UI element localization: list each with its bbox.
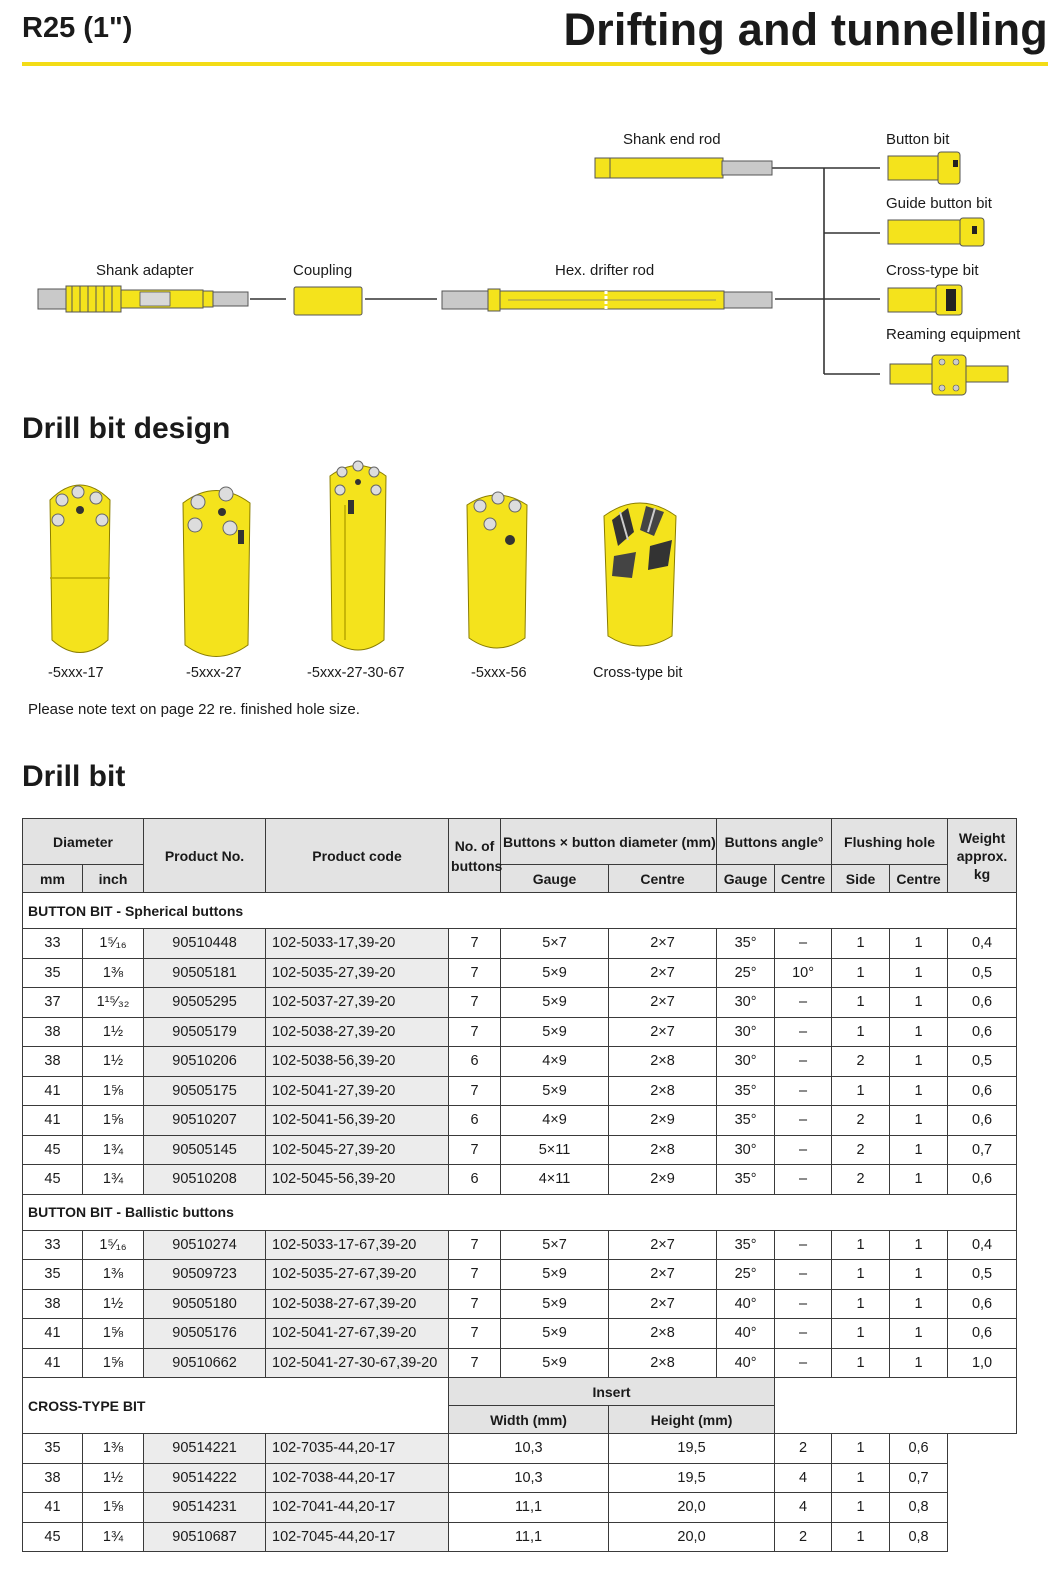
table-cell: 1	[832, 1463, 890, 1493]
table-cell: –	[775, 1106, 832, 1136]
section-ballistic-buttons: BUTTON BIT - Ballistic buttons	[23, 1194, 1017, 1230]
table-cell: 1⅝	[83, 1493, 144, 1523]
table-cell: 1	[890, 958, 948, 988]
table-cell: 2×9	[609, 1106, 717, 1136]
table-cell: 90505145	[144, 1135, 266, 1165]
table-cell: 102-7035-44,20-17	[266, 1434, 449, 1464]
table-cell: 0,4	[948, 1230, 1017, 1260]
table-cell: 2×7	[609, 1017, 717, 1047]
table-cell: 1¾	[83, 1522, 144, 1552]
table-cell: 1	[832, 1434, 890, 1464]
table-cell: 35°	[717, 1106, 775, 1136]
table-cell: 90505176	[144, 1319, 266, 1349]
label-hex-drifter-rod: Hex. drifter rod	[555, 262, 655, 279]
table-cell: 4×9	[501, 1047, 609, 1077]
table-cell: 0,6	[948, 1289, 1017, 1319]
table-cell: 0,5	[948, 1047, 1017, 1077]
table-cell: 20,0	[609, 1522, 775, 1552]
table-cell: –	[775, 1348, 832, 1378]
header-product-code: Product code	[266, 819, 449, 893]
table-cell: 90514222	[144, 1463, 266, 1493]
table-cell: 5×9	[501, 1319, 609, 1349]
table-cell: 35	[23, 1260, 83, 1290]
table-cell: 0,5	[948, 1260, 1017, 1290]
table-cell: 90514221	[144, 1434, 266, 1464]
table-cell: 0,7	[890, 1463, 948, 1493]
table-cell: 1	[832, 929, 890, 959]
table-cell: 90510448	[144, 929, 266, 959]
table-cell: 10,3	[449, 1463, 609, 1493]
header-mm: mm	[23, 865, 83, 893]
table-cell: 5×9	[501, 1017, 609, 1047]
table-cell: 90510274	[144, 1230, 266, 1260]
table-cell: 90510208	[144, 1165, 266, 1195]
table-row	[23, 1230, 1017, 1260]
table-cell: 102-5038-27,39-20	[266, 1017, 449, 1047]
table-cell: 1	[890, 1106, 948, 1136]
thread-size-title: R25 (1")	[22, 12, 133, 44]
cross-header-blank	[775, 1378, 1017, 1434]
header-weight-line2: approx.	[956, 847, 1008, 864]
table-cell: 2×7	[609, 1260, 717, 1290]
table-row	[23, 1135, 1017, 1165]
table-row	[23, 1289, 1017, 1319]
header-product-no: Product No.	[144, 819, 266, 893]
table-cell: 4×11	[501, 1165, 609, 1195]
label-guide-button-bit: Guide button bit	[886, 195, 992, 212]
table-cell: 90510207	[144, 1106, 266, 1136]
table-cell: 35°	[717, 1165, 775, 1195]
label-coupling: Coupling	[293, 262, 353, 279]
table-cell: 6	[449, 1165, 501, 1195]
table-cell: 1	[832, 1348, 890, 1378]
table-row	[23, 988, 1017, 1018]
table-cell: 2×7	[609, 958, 717, 988]
table-cell: 35	[23, 1434, 83, 1464]
table-cell: 1	[890, 988, 948, 1018]
table-cell: 5×9	[501, 958, 609, 988]
table-row	[23, 1348, 1017, 1378]
table-cell: 7	[449, 929, 501, 959]
table-cell: 10°	[775, 958, 832, 988]
table-cell: 7	[449, 1348, 501, 1378]
table-cell: 6	[449, 1047, 501, 1077]
table-cell: 90505179	[144, 1017, 266, 1047]
table-cell: 41	[23, 1319, 83, 1349]
bit-5xxx-27-image	[183, 487, 250, 657]
table-cell: 102-5035-27-67,39-20	[266, 1260, 449, 1290]
caption-5xxx-17: -5xxx-17	[48, 665, 104, 681]
header-centre-buttons: Centre	[609, 865, 717, 893]
table-cell: 45	[23, 1165, 83, 1195]
table-cell: 1	[890, 1289, 948, 1319]
table-cell: 41	[23, 1076, 83, 1106]
table-cell: 35	[23, 958, 83, 988]
table-row	[23, 1017, 1017, 1047]
table-cell: 5×11	[501, 1135, 609, 1165]
table-cell: 1	[890, 1165, 948, 1195]
table-cell: 1	[890, 1319, 948, 1349]
drill-bit-design-title: Drill bit design	[22, 412, 231, 445]
table-cell: 1	[832, 1230, 890, 1260]
label-reaming-equipment: Reaming equipment	[886, 326, 1021, 343]
label-cross-type-bit: Cross-type bit	[886, 262, 979, 279]
table-cell: 102-5041-27,39-20	[266, 1076, 449, 1106]
table-cell: 2×7	[609, 1289, 717, 1319]
header-weight	[948, 819, 1017, 893]
header-insert-width: Width (mm)	[449, 1406, 609, 1434]
table-cell: 0,6	[948, 988, 1017, 1018]
table-cell: 38	[23, 1289, 83, 1319]
header-gauge-angle: Gauge	[717, 865, 775, 893]
table-cell: 1,0	[948, 1348, 1017, 1378]
table-cell: 25°	[717, 958, 775, 988]
table-cell: 1	[890, 1135, 948, 1165]
table-cell: 30°	[717, 1047, 775, 1077]
table-cell: 0,4	[948, 929, 1017, 959]
table-cell: 1	[832, 1319, 890, 1349]
table-cell: 6	[449, 1106, 501, 1136]
table-cell: –	[775, 1230, 832, 1260]
table-cell: 40°	[717, 1348, 775, 1378]
table-row	[23, 1463, 1017, 1493]
table-cell: 1½	[83, 1017, 144, 1047]
table-cell: 45	[23, 1522, 83, 1552]
table-cell: –	[775, 1165, 832, 1195]
table-row	[23, 1106, 1017, 1136]
table-cell: 90505180	[144, 1289, 266, 1319]
table-cell: 7	[449, 1017, 501, 1047]
table-row	[23, 1260, 1017, 1290]
bit-5xxx-17-image	[50, 485, 110, 653]
section-spherical-buttons: BUTTON BIT - Spherical buttons	[23, 893, 1017, 929]
header-centre-flushing: Centre	[890, 865, 948, 893]
table-row	[23, 1493, 1017, 1523]
section-cross-type-bit: CROSS-TYPE BIT	[23, 1378, 449, 1434]
table-cell: 1⅜	[83, 958, 144, 988]
caption-5xxx-56: -5xxx-56	[471, 665, 527, 681]
table-cell: –	[775, 1260, 832, 1290]
table-cell: 35°	[717, 1230, 775, 1260]
table-cell: 1⁵⁄₁₆	[83, 929, 144, 959]
table-cell: 2×8	[609, 1047, 717, 1077]
table-cell: 7	[449, 1289, 501, 1319]
table-cell: 90510687	[144, 1522, 266, 1552]
bit-5xxx-27-30-67-image	[330, 461, 386, 650]
table-cell: –	[775, 988, 832, 1018]
table-cell: 102-5038-27-67,39-20	[266, 1289, 449, 1319]
table-cell: 0,6	[948, 1319, 1017, 1349]
table-cell: 0,8	[890, 1522, 948, 1552]
table-cell: 102-5033-17-67,39-20	[266, 1230, 449, 1260]
table-cell: 1⅜	[83, 1260, 144, 1290]
table-cell: 1	[890, 1076, 948, 1106]
table-cell: 90509723	[144, 1260, 266, 1290]
table-cell: 2×8	[609, 1076, 717, 1106]
table-cell: 102-5038-56,39-20	[266, 1047, 449, 1077]
table-cell: 5×7	[501, 1230, 609, 1260]
table-cell: 90510662	[144, 1348, 266, 1378]
bit-5xxx-56-image	[467, 492, 527, 648]
table-cell: 19,5	[609, 1434, 775, 1464]
table-cell: –	[775, 1289, 832, 1319]
cross-type-bit-design-image	[604, 503, 676, 646]
table-cell: 33	[23, 929, 83, 959]
table-cell: 0,6	[948, 1165, 1017, 1195]
table-cell: 1⁵⁄₁₆	[83, 1230, 144, 1260]
table-cell: 1⅝	[83, 1106, 144, 1136]
header-weight-line1: Weight	[958, 829, 1006, 846]
table-cell: 5×9	[501, 1076, 609, 1106]
table-cell: 4	[775, 1493, 832, 1523]
table-cell: 2×7	[609, 929, 717, 959]
table-cell: 7	[449, 1230, 501, 1260]
table-cell: 4	[775, 1463, 832, 1493]
table-cell: 37	[23, 988, 83, 1018]
drill-bit-title: Drill bit	[22, 760, 126, 793]
table-cell: 1½	[83, 1289, 144, 1319]
table-cell: 90505181	[144, 958, 266, 988]
table-cell: 0,6	[948, 1106, 1017, 1136]
table-cell: 7	[449, 1319, 501, 1349]
table-cell: 7	[449, 1076, 501, 1106]
table-cell: 102-5045-56,39-20	[266, 1165, 449, 1195]
table-cell: 7	[449, 1135, 501, 1165]
table-cell: 1	[890, 1260, 948, 1290]
table-cell: –	[775, 1017, 832, 1047]
table-cell: 2	[775, 1522, 832, 1552]
page-title: Drifting and tunnelling	[563, 4, 1048, 55]
header-buttons-angle: Buttons angle°	[717, 819, 832, 865]
table-cell: 25°	[717, 1260, 775, 1290]
table-cell: 2	[832, 1047, 890, 1077]
table-cell: 1	[890, 1348, 948, 1378]
table-cell: 38	[23, 1017, 83, 1047]
table-cell: 40°	[717, 1289, 775, 1319]
table-cell: 1	[890, 1047, 948, 1077]
table-cell: 2×8	[609, 1135, 717, 1165]
drill-bit-table	[22, 818, 1017, 1552]
table-cell: 38	[23, 1463, 83, 1493]
table-row	[23, 958, 1017, 988]
table-cell: 5×9	[501, 1348, 609, 1378]
table-row	[23, 1165, 1017, 1195]
table-row	[23, 929, 1017, 959]
table-cell: 1½	[83, 1047, 144, 1077]
table-cell: 4×9	[501, 1106, 609, 1136]
table-cell: 40°	[717, 1319, 775, 1349]
table-cell: 2	[832, 1165, 890, 1195]
table-cell: 102-5041-27-67,39-20	[266, 1319, 449, 1349]
table-row	[23, 1319, 1017, 1349]
header-insert: Insert	[449, 1378, 775, 1406]
table-cell: 2	[832, 1135, 890, 1165]
header-flushing-hole: Flushing hole	[832, 819, 948, 865]
header-insert-height: Height (mm)	[609, 1406, 775, 1434]
table-cell: 1	[832, 988, 890, 1018]
table-cell: –	[775, 1319, 832, 1349]
table-cell: 2	[832, 1106, 890, 1136]
header-side: Side	[832, 865, 890, 893]
table-cell: 2×8	[609, 1348, 717, 1378]
table-cell: 1⅝	[83, 1076, 144, 1106]
table-cell: 35°	[717, 929, 775, 959]
table-row	[23, 1076, 1017, 1106]
table-cell: 1	[832, 1076, 890, 1106]
table-cell: 5×9	[501, 1260, 609, 1290]
table-cell: 102-5037-27,39-20	[266, 988, 449, 1018]
table-cell: 30°	[717, 1135, 775, 1165]
table-cell: 102-7045-44,20-17	[266, 1522, 449, 1552]
table-cell: –	[775, 1047, 832, 1077]
table-cell: 41	[23, 1106, 83, 1136]
table-cell: 1¹⁵⁄₃₂	[83, 988, 144, 1018]
table-cell: 102-5035-27,39-20	[266, 958, 449, 988]
table-cell: 1¾	[83, 1135, 144, 1165]
table-cell: –	[775, 929, 832, 959]
table-cell: 35°	[717, 1076, 775, 1106]
header-no-of-buttons-line2: buttons	[451, 857, 503, 874]
table-cell: 33	[23, 1230, 83, 1260]
table-cell: –	[775, 1076, 832, 1106]
table-cell: 0,7	[948, 1135, 1017, 1165]
table-cell: 90514231	[144, 1493, 266, 1523]
label-shank-adapter: Shank adapter	[96, 262, 194, 279]
table-cell: 41	[23, 1348, 83, 1378]
hole-size-note: Please note text on page 22 re. finished hole size.	[28, 701, 360, 718]
table-cell: 90505295	[144, 988, 266, 1018]
table-cell: 90510206	[144, 1047, 266, 1077]
caption-5xxx-27-30-67: -5xxx-27-30-67	[307, 665, 405, 681]
table-cell: 5×9	[501, 988, 609, 1018]
caption-cross-type-bit: Cross-type bit	[593, 665, 683, 681]
table-cell: 10,3	[449, 1434, 609, 1464]
table-cell: 1	[890, 1230, 948, 1260]
table-cell: 2×9	[609, 1165, 717, 1195]
header-diameter: Diameter	[23, 819, 144, 865]
table-cell: 1	[832, 1493, 890, 1523]
table-cell: 0,5	[948, 958, 1017, 988]
table-cell: 41	[23, 1493, 83, 1523]
table-cell: 7	[449, 958, 501, 988]
table-cell: 1	[832, 958, 890, 988]
table-cell: 1⅝	[83, 1348, 144, 1378]
table-cell: 11,1	[449, 1522, 609, 1552]
table-cell: 30°	[717, 988, 775, 1018]
table-cell: 102-7041-44,20-17	[266, 1493, 449, 1523]
table-cell: 45	[23, 1135, 83, 1165]
table-cell: 102-5041-56,39-20	[266, 1106, 449, 1136]
table-cell: 2×8	[609, 1319, 717, 1349]
table-cell: 1	[890, 929, 948, 959]
table-cell: 1½	[83, 1463, 144, 1493]
header-centre-angle: Centre	[775, 865, 832, 893]
table-cell: 1	[832, 1017, 890, 1047]
label-shank-end-rod: Shank end rod	[623, 131, 721, 148]
table-cell: 1	[832, 1260, 890, 1290]
label-button-bit: Button bit	[886, 131, 950, 148]
table-cell: 2×7	[609, 988, 717, 1018]
header-inch: inch	[83, 865, 144, 893]
table-cell: 1⅜	[83, 1434, 144, 1464]
table-row	[23, 1047, 1017, 1077]
table-cell: 90505175	[144, 1076, 266, 1106]
table-cell: 102-7038-44,20-17	[266, 1463, 449, 1493]
table-cell: 30°	[717, 1017, 775, 1047]
table-cell: 102-5045-27,39-20	[266, 1135, 449, 1165]
table-cell: 7	[449, 988, 501, 1018]
table-cell: 5×9	[501, 1289, 609, 1319]
table-cell: 102-5041-27-30-67,39-20	[266, 1348, 449, 1378]
table-cell: 2×7	[609, 1230, 717, 1260]
header-weight-line3: kg	[973, 865, 991, 882]
table-cell: 102-5033-17,39-20	[266, 929, 449, 959]
table-cell: 0,6	[948, 1017, 1017, 1047]
table-cell: 38	[23, 1047, 83, 1077]
table-cell: 2	[775, 1434, 832, 1464]
table-cell: 11,1	[449, 1493, 609, 1523]
header-no-of-buttons	[449, 819, 501, 893]
table-cell: 0,8	[890, 1493, 948, 1523]
table-cell: 1	[832, 1522, 890, 1552]
header-gauge-buttons: Gauge	[501, 865, 609, 893]
header-buttons-x-diameter: Buttons × button diameter (mm)	[501, 819, 717, 865]
table-cell: 1¾	[83, 1165, 144, 1195]
table-cell: 1	[832, 1289, 890, 1319]
table-cell: 5×7	[501, 929, 609, 959]
table-cell: –	[775, 1135, 832, 1165]
drill-bit-design-images	[0, 0, 1056, 680]
table-cell: 0,6	[890, 1434, 948, 1464]
table-cell: 1	[890, 1017, 948, 1047]
table-cell: 1⅝	[83, 1319, 144, 1349]
table-cell: 20,0	[609, 1493, 775, 1523]
table-cell: 19,5	[609, 1463, 775, 1493]
header-no-of-buttons-line1: No. of	[454, 837, 495, 854]
table-row	[23, 1522, 1017, 1552]
table-cell: 0,6	[948, 1076, 1017, 1106]
table-row	[23, 1434, 1017, 1464]
caption-5xxx-27: -5xxx-27	[186, 665, 242, 681]
table-cell: 7	[449, 1260, 501, 1290]
